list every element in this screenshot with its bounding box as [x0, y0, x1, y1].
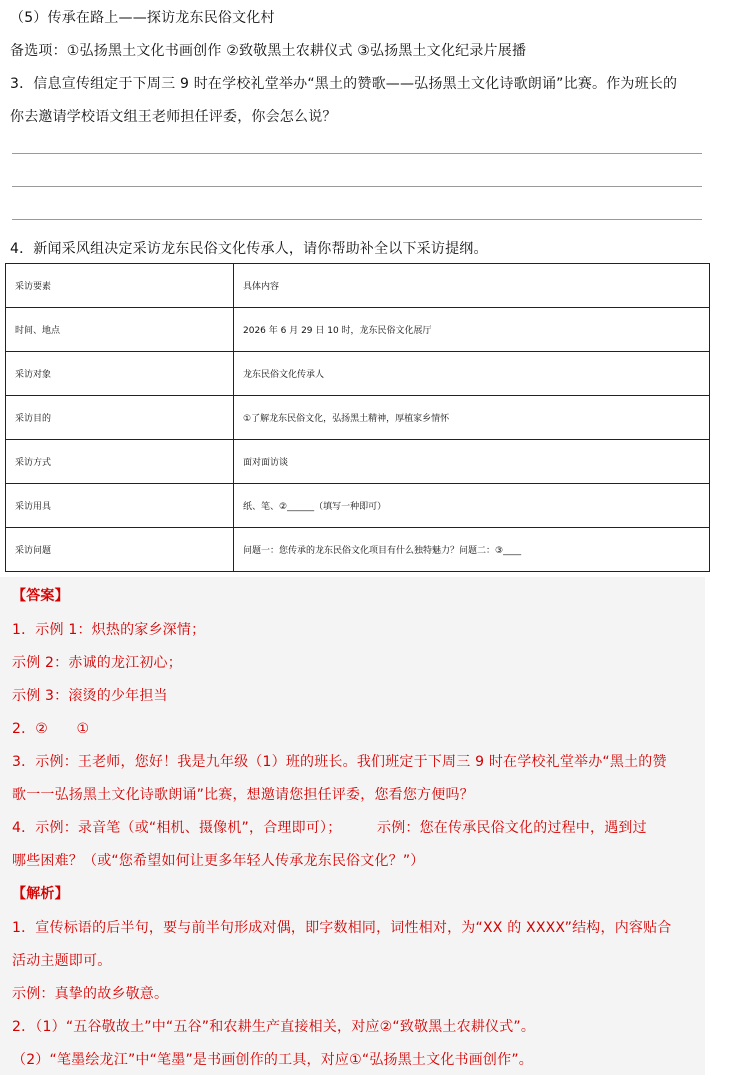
- analysis-line: 活动主题即可。: [12, 953, 112, 969]
- table-cell-value: 面对面访谈: [234, 440, 710, 484]
- table-cell-key: 采访方式: [6, 440, 234, 484]
- table-cell-value: 纸、笔、②______（填写一种即可）: [234, 484, 710, 528]
- table-row: [6, 308, 710, 352]
- table-cell-value: 2026 年 6 月 29 日 10 时，龙东民俗文化展厅: [234, 308, 710, 352]
- table-row: [6, 528, 710, 572]
- table-row: [6, 396, 710, 440]
- analysis-line: 2．（1）“五谷敬故土”中“五谷”和农耕生产直接相关，对应②“致敬黑土农耕仪式”。: [12, 1019, 536, 1035]
- table-row: [6, 440, 710, 484]
- answer-rule-1: [12, 153, 702, 154]
- answer-line: 哪些困难？（或“您希望如何让更多年轻人传承龙东民俗文化？”）: [12, 853, 425, 869]
- answer-heading: 【答案】: [12, 588, 69, 604]
- answer-line: 2．② ①: [12, 721, 90, 737]
- answer-line: 3．示例：王老师，您好！我是九年级（1）班的班长。我们班定于下周三 9 时在学校礼堂举办“黑土的赞: [12, 754, 667, 770]
- item-5-heading: （5）传承在路上——探访龙东民俗文化村: [10, 10, 275, 26]
- table-cell-value: ①了解龙东民俗文化，弘扬黑土精神，厚植家乡情怀: [234, 396, 710, 440]
- table-cell-value: 龙东民俗文化传承人: [234, 352, 710, 396]
- answer-line: 4．示例：录音笔（或“相机、摄像机”，合理即可）； 示例：您在传承民俗文化的过程中，遇到过: [12, 820, 647, 836]
- answer-line: 1．示例 1：炽热的家乡深情；: [12, 622, 206, 638]
- analysis-line: （2）“笔墨绘龙江”中“笔墨”是书画创作的工具，对应①“弘扬黑土文化书画创作”。: [12, 1052, 533, 1068]
- answer-rule-2: [12, 186, 702, 187]
- analysis-heading: 【解析】: [12, 886, 69, 902]
- table-cell-key: 采访目的: [6, 396, 234, 440]
- table-cell-key: 时间、地点: [6, 308, 234, 352]
- question-3-line-1: 3．信息宣传组定于下周三 9 时在学校礼堂举办“黑土的赞歌——弘扬黑土文化诗歌朗诵”比赛。作为班长的: [10, 76, 678, 92]
- interview-outline-table: [5, 263, 710, 572]
- table-cell-key: 采访问题: [6, 528, 234, 572]
- question-4: 4．新闻采风组决定采访龙东民俗文化传承人，请你帮助补全以下采访提纲。: [10, 241, 488, 257]
- answer-line: 示例 3：滚烫的少年担当: [12, 688, 168, 704]
- table-cell-key: 采访要素: [6, 264, 234, 308]
- table-cell-value: 具体内容: [234, 264, 710, 308]
- table-cell-value: 问题一：您传承的龙东民俗文化项目有什么独特魅力？问题二：③____: [234, 528, 710, 572]
- analysis-line: 示例：真挚的故乡敬意。: [12, 986, 169, 1002]
- analysis-line: 1．宣传标语的后半句，要与前半句形成对偶，即字数相同，词性相对，为“XX 的 XXXX”结构，内容贴合: [12, 920, 672, 936]
- question-3-line-2: 你去邀请学校语文组王老师担任评委，你会怎么说？: [10, 109, 337, 125]
- answer-line: 示例 2：赤诚的龙江初心；: [12, 655, 182, 671]
- table-row: [6, 484, 710, 528]
- answer-line: 歌一一弘扬黑土文化诗歌朗诵”比赛，想邀请您担任评委，您看您方便吗？: [12, 787, 474, 803]
- table-cell-key: 采访用具: [6, 484, 234, 528]
- table-cell-key: 采访对象: [6, 352, 234, 396]
- table-row: [6, 352, 710, 396]
- table-row: [6, 264, 710, 308]
- answer-rule-3: [12, 219, 702, 220]
- options-line: 备选项：①弘扬黑土文化书画创作 ②致敬黑土农耕仪式 ③弘扬黑土文化纪录片展播: [10, 43, 527, 59]
